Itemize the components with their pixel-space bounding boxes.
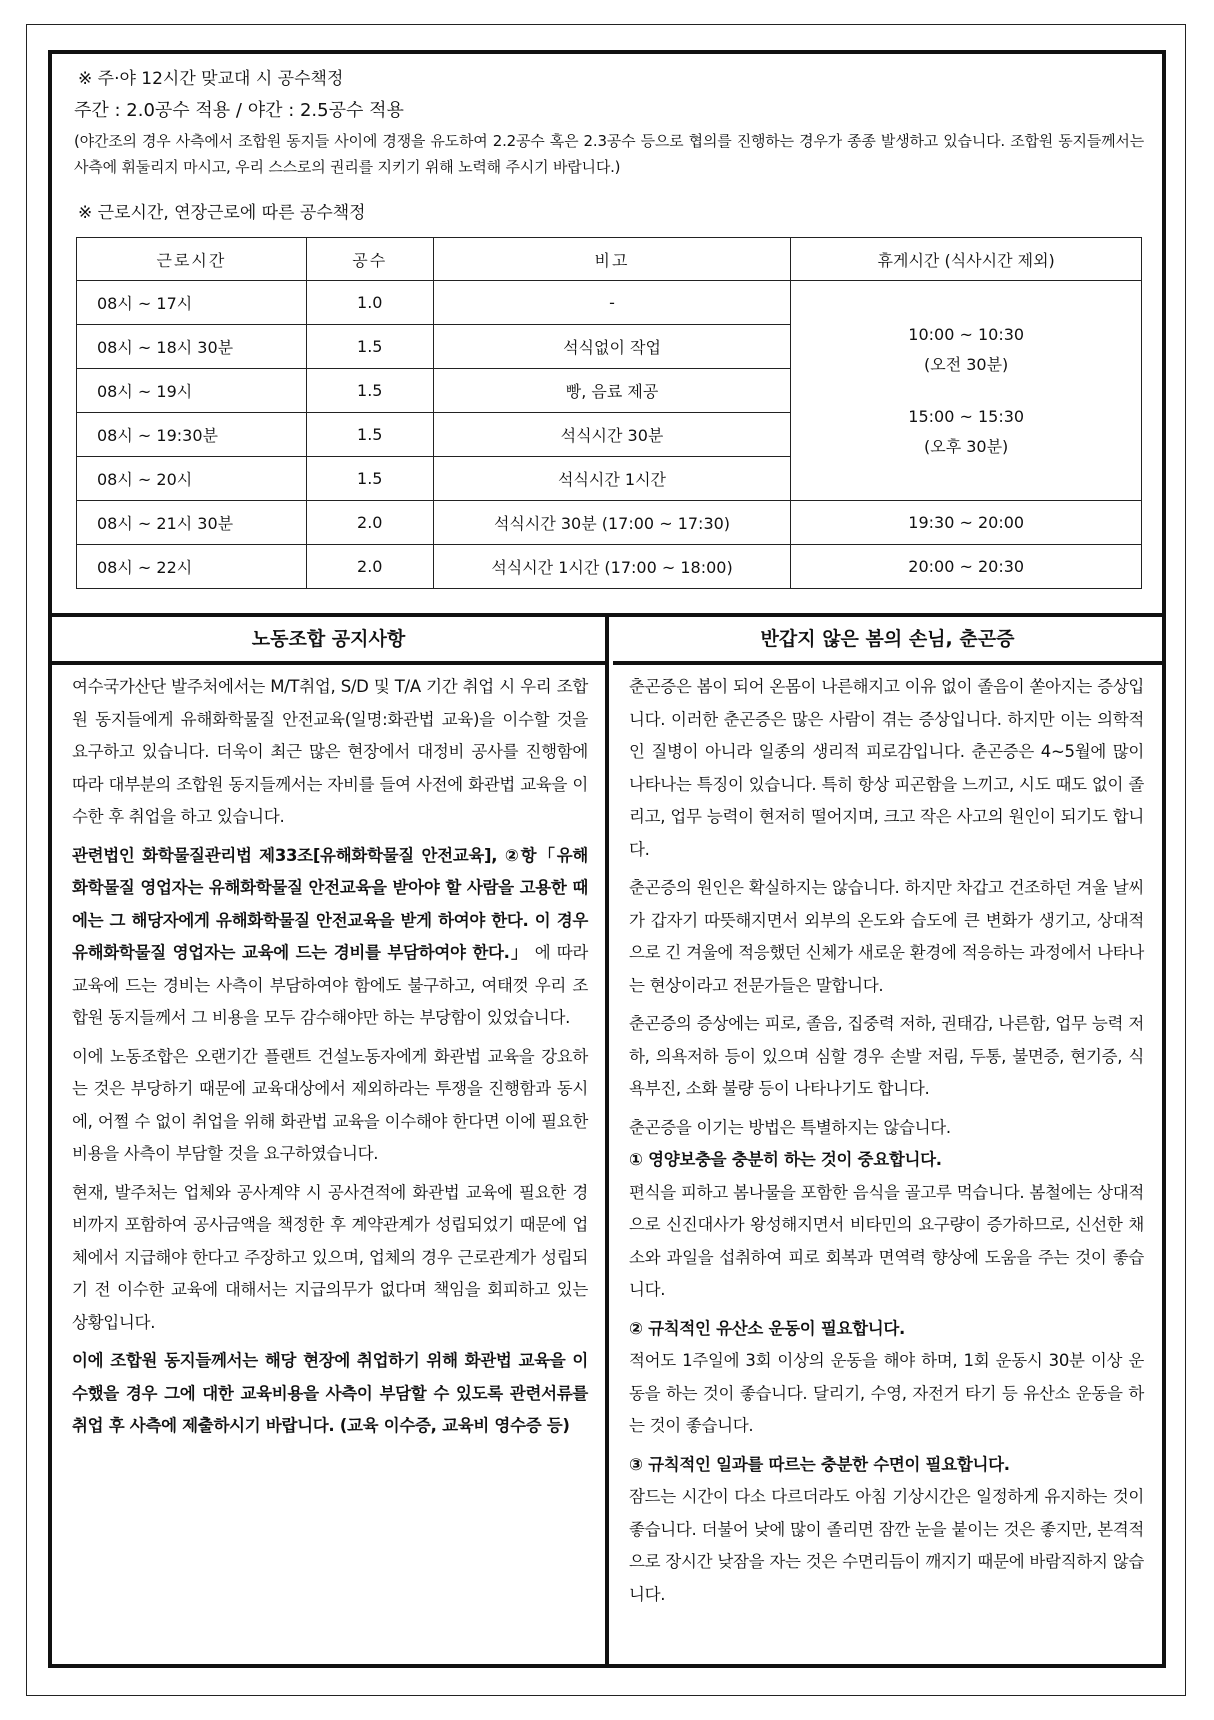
cell-remark: 석식시간 30분 (17:00 ~ 17:30) xyxy=(433,501,791,545)
cell-units: 1.5 xyxy=(306,325,433,369)
cell-time: 08시 ~ 17시 xyxy=(77,281,307,325)
cell-time: 08시 ~ 22시 xyxy=(77,545,307,589)
cell-units: 2.0 xyxy=(306,545,433,589)
tip-body: 잠드는 시간이 다소 다르더라도 아침 기상시간은 일정하게 유지하는 것이 좋습니다. 더불어 낮에 많이 졸리면 잠깐 눈을 붙이는 것은 좋지만, 본격적으로 장시간 낮잠을 자는 것은 수면리듬이 깨지기 때문에 바람직하지 않습니다. xyxy=(629,1487,1144,1604)
break-am-label: (오전 30분) xyxy=(924,354,1009,374)
notice-paragraph: 이에 노동조합은 오랜기간 플랜트 건설노동자에게 화관법 교육을 강요하는 것은 부당하기 때문에 교육대상에서 제외하라는 투쟁을 진행함과 동시에, 어쩔 수 없이 취업을 위해 화관법 교육을 이수해야 한다면 이에 필요한 비용을 사측이 부담할 것을 요구하였습니다. xyxy=(72,1046,588,1163)
cell-time: 08시 ~ 18시 30분 xyxy=(77,325,307,369)
cell-units: 2.0 xyxy=(306,501,433,545)
cell-time: 08시 ~ 19:30분 xyxy=(77,413,307,457)
header-units: 공수 xyxy=(306,238,433,281)
night-shift-note: (야간조의 경우 사측에서 조합원 동지들 사이에 경쟁을 유도하여 2.2공수 혹은 2.3공수 등으로 협의를 진행하는 경우가 종종 발생하고 있습니다. 조합원 동지들께서는 사측에 휘둘리지 마시고, 우리 스스로의 권리를 지키기 위해 노력해 주시기 바랍니다.) xyxy=(74,132,1144,176)
spring-fatigue-title: 반갑지 않은 봄의 손님, 춘곤증 xyxy=(613,617,1162,665)
table-header-row xyxy=(77,238,1142,281)
cell-remark: 석식시간 1시간 xyxy=(433,457,791,501)
article-paragraph: 춘곤증을 이기는 방법은 특별하지는 않습니다. xyxy=(629,1117,951,1137)
table-row xyxy=(77,281,1142,325)
break-pm-time: 15:00 ~ 15:30 xyxy=(908,406,1025,426)
notice-paragraph: 현재, 발주처는 업체와 공사계약 시 공사견적에 화관법 교육에 필요한 경비까지 포함하여 공사금액을 책정한 후 계약관계가 성립되었기 때문에 업체에서 지급해야 한다고 주장하고 있으며, 업체의 경우 근로관계가 성립되기 전 이수한 교육에 대해서는 지급의무가 없다며 책임을 회피하고 있는 상황입니다. xyxy=(72,1182,588,1332)
shift-rates: 주간 : 2.0공수 적용 / 야간 : 2.5공수 적용 xyxy=(74,100,404,121)
notice-request: 이에 조합원 동지들께서는 해당 현장에 취업하기 위해 화관법 교육을 이수했을 경우 그에 대한 교육비용을 사측이 부담할 수 있도록 관련서류를 취업 후 사측에 제출하시기 바랍니다. (교육 이수증, 교육비 영수증 등) xyxy=(72,1351,588,1435)
cell-shared-break xyxy=(791,281,1142,501)
cell-break: 19:30 ~ 20:00 xyxy=(791,501,1142,545)
cell-remark: 석식시간 1시간 (17:00 ~ 18:00) xyxy=(433,545,791,589)
union-notice-title: 노동조합 공지사항 xyxy=(52,617,605,665)
hours-heading: ※ 근로시간, 연장근로에 따른 공수책정 xyxy=(78,203,366,223)
cell-time: 08시 ~ 21시 30분 xyxy=(77,501,307,545)
cell-time: 08시 ~ 19시 xyxy=(77,369,307,413)
article-paragraph: 춘곤증의 증상에는 피로, 졸음, 집중력 저하, 권태감, 나른함, 업무 능력 저하, 의욕저하 등이 있으며 심할 경우 손발 저림, 두통, 불면증, 현기증, 식욕부진, 소화 불량 등이 나타나기도 합니다. xyxy=(629,1014,1144,1098)
table-row xyxy=(77,545,1142,589)
notice-paragraph: 여수국가산단 발주처에서는 M/T취업, S/D 및 T/A 기간 취업 시 우리 조합원 동지들에게 유해화학물질 안전교육(일명:화관법 교육)을 이수할 것을 요구하고 있습니다. 더욱이 최근 많은 현장에서 대정비 공사를 진행함에 따라 대부분의 조합원 동지들께서는 자비를 들여 사전에 화관법 교육을 이수한 후 취업을 하고 있습니다. xyxy=(72,677,588,826)
table-row xyxy=(77,501,1142,545)
union-notice-column xyxy=(52,617,609,1664)
cell-units: 1.5 xyxy=(306,413,433,457)
cell-units: 1.0 xyxy=(306,281,433,325)
law-quote: 관련법인 화학물질관리법 제33조[유해화학물질 안전교육], ②항「유해화학물질 영업자는 유해화학물질 안전교육을 받아야 할 사람을 고용한 때에는 그 해당자에게 유해화학물질 안전교육을 받게 하여야 한다. 이 경우 유해화학물질 영업자는 교육에 드는 경비를 부담하여야 한다.」 xyxy=(72,845,588,962)
cell-remark: 석식없이 작업 xyxy=(433,325,791,369)
cell-units: 1.5 xyxy=(306,457,433,501)
newsletter-frame xyxy=(48,50,1166,1668)
article-paragraph: 춘곤증의 원인은 확실하지는 않습니다. 하지만 차갑고 건조하던 겨울 날씨가 갑자기 따뜻해지면서 외부의 온도와 습도에 큰 변화가 생기고, 상대적으로 긴 겨울에 적응했던 신체가 새로운 환경에 적응하는 과정에서 나타나는 현상이라고 전문가들은 말합니다. xyxy=(629,878,1144,995)
tip-title: ③ 규칙적인 일과를 따르는 충분한 수면이 필요합니다. xyxy=(629,1454,1010,1474)
cell-time: 08시 ~ 20시 xyxy=(77,457,307,501)
spring-fatigue-body xyxy=(613,665,1162,1611)
tip-title: ① 영양보충을 충분히 하는 것이 중요합니다. xyxy=(629,1150,942,1169)
header-remarks: 비고 xyxy=(433,238,791,281)
work-hours-table xyxy=(76,237,1142,589)
tip-body: 편식을 피하고 봄나물을 포함한 음식을 골고루 먹습니다. 봄철에는 상대적으로 신진대사가 왕성해지면서 비타민의 요구량이 증가하므로, 신선한 채소와 과일을 섭취하여 피로 회복과 면역력 향상에 도움을 주는 것이 좋습니다. xyxy=(629,1182,1144,1299)
cell-break: 20:00 ~ 20:30 xyxy=(791,545,1142,589)
tip-body: 적어도 1주일에 3회 이상의 운동을 해야 하며, 1회 운동시 30분 이상 운동을 하는 것이 좋습니다. 달리기, 수영, 자전거 타기 등 유산소 운동을 하는 것이 좋습니다. xyxy=(629,1351,1144,1435)
header-work-hours: 근로시간 xyxy=(77,238,307,281)
cell-remark: - xyxy=(433,281,791,325)
cell-remark: 빵, 음료 제공 xyxy=(433,369,791,413)
union-notice-body xyxy=(52,665,605,1443)
cell-units: 1.5 xyxy=(306,369,433,413)
break-pm-label: (오후 30분) xyxy=(924,436,1009,456)
shift-heading: ※ 주·야 12시간 맞교대 시 공수책정 xyxy=(78,69,344,89)
tip-title: ② 규칙적인 유산소 운동이 필요합니다. xyxy=(629,1318,906,1338)
article-paragraph: 춘곤증은 봄이 되어 온몸이 나른해지고 이유 없이 졸음이 쏟아지는 증상입니다. 이러한 춘곤증은 많은 사람이 겪는 증상입니다. 하지만 이는 의학적인 질병이 아니라 일종의 생리적 피로감입니다. 춘곤증은 4~5월에 많이 나타나는 특징이 있습니다. 특히 항상 피곤함을 느끼고, 시도 때도 없이 졸리고, 업무 능력이 현저히 떨어지며, 크고 작은 사고의 원인이 되기도 합니다. xyxy=(629,677,1144,859)
notice-paragraph-law xyxy=(72,840,588,1035)
overtime-section xyxy=(52,54,1162,617)
spring-fatigue-column xyxy=(613,617,1162,1664)
header-break-time: 휴게시간 (식사시간 제외) xyxy=(791,238,1142,281)
cell-remark: 석식시간 30분 xyxy=(433,413,791,457)
law-followup: 에 따라 교육에 드는 경비는 사측이 부담하여야 함에도 불구하고, 여태껏 우리 조합원 동지들께서 그 비용을 모두 감수해야만 하는 부당함이 있었습니다. xyxy=(72,943,588,1027)
break-am-time: 10:00 ~ 10:30 xyxy=(908,324,1025,344)
